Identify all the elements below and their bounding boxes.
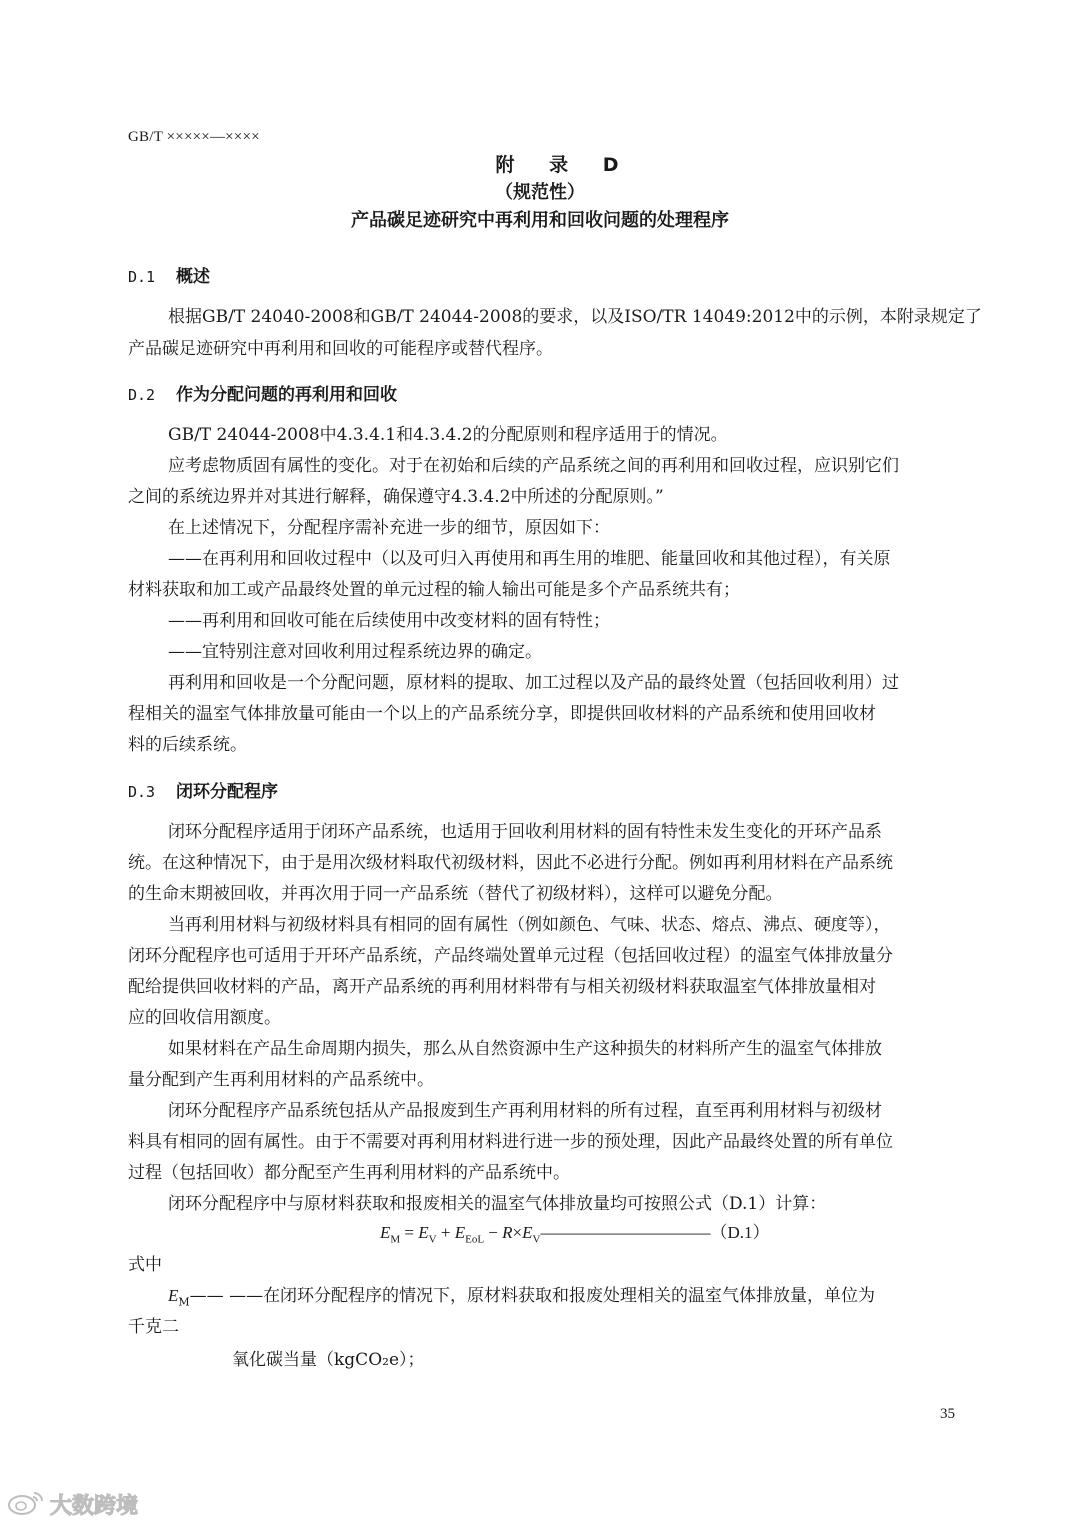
section-title: 概述 [176,267,210,287]
section-title: 作为分配问题的再利用和回收 [176,385,397,405]
eq-equals: = [400,1223,419,1242]
where-intro: 式中 [128,1255,162,1275]
where-def-line1: ——在闭环分配程序的情况下，原材料获取和报废处理相关的温室气体排放量，单位为 [229,1286,876,1306]
eq-term3-sub: V [532,1233,541,1246]
watermark [6,1488,138,1520]
paragraph-line: 根据GB/T 24040-2008和GB/T 24044-2008的要求，以及ISO/TR 14049:2012中的示例，本附录规定了 [168,307,982,327]
paragraph-line: 料具有相同的固有属性。由于不需要对再利用材料进行进一步的预处理，因此产品最终处置的所有单位 [128,1132,893,1152]
page-number: 35 [940,1406,955,1422]
paragraph-line: 之间的系统边界并对其进行解释，确保遵守4.3.4.2中所述的分配原则。” [128,487,664,507]
appendix-title: 附 录 D [495,154,633,176]
section-heading-d3 [128,777,278,802]
where-definition [168,1281,875,1308]
paragraph-line: 配给提供回收材料的产品，离开产品系统的再利用材料带有与相关初级材料获取温室气体排放量相对 [128,977,876,997]
paragraph-line: 闭环分配程序适用于闭环产品系统，也适用于回收利用材料的固有特性未发生变化的开环产品系 [168,822,882,842]
eq-term2: E [454,1223,466,1242]
weibo-logo-icon [6,1488,46,1520]
where-def-line3: 氧化碳当量（kgCO₂e）； [232,1350,425,1370]
paragraph-line: 在上述情况下，分配程序需补充进一步的细节，原因如下： [168,518,610,538]
section-heading-d1 [128,262,210,287]
equation-d1 [380,1218,770,1245]
appendix-subject: 产品碳足迹研究中再利用和回收问题的处理程序 [351,210,729,231]
eq-r: R [502,1223,513,1242]
eq-leader: —————————— [540,1223,711,1242]
list-item-line: ——再利用和回收可能在后续使用中改变材料的固有特性； [168,611,610,631]
paragraph-line: 的生命末期被回收，并再次用于同一产品系统（替代了初级材料），这样可以避免分配。 [128,884,783,904]
eq-term3: E [522,1223,533,1242]
eq-times: × [512,1223,523,1242]
eq-lhs: E [380,1223,391,1242]
paragraph-line: 产品碳足迹研究中再利用和回收的可能程序或替代程序。 [128,339,553,359]
paragraph-line: GB/T 24044-2008中4.3.4.1和4.3.4.2的分配原则和程序适用于的情况。 [168,425,728,445]
section-number: D.3 [128,783,156,801]
paragraph-line: 如果材料在产品生命周期内损失，那么从自然资源中生产这种损失的材料所产生的温室气体排放 [168,1039,882,1059]
paragraph-line: 再利用和回收是一个分配问题，原材料的提取、加工过程以及产品的最终处置（包括回收利用）过 [168,673,899,693]
section-title: 闭环分配程序 [176,782,278,802]
section-heading-d2 [128,380,397,405]
where-symbol: E [168,1286,179,1305]
paragraph-line: 闭环分配程序中与原材料获取和报废相关的温室气体排放量均可按照公式（D.1）计算： [168,1194,827,1214]
paragraph-line: 应考虑物质固有属性的变化。对于在初始和后续的产品系统之间的再利用和回收过程，应识别它们 [168,456,899,476]
paragraph-line: 过程（包括回收）都分配至产生再利用材料的产品系统中。 [128,1163,570,1183]
section-number: D.1 [128,268,156,286]
watermark-text: 大数跨境 [50,1493,139,1519]
standard-code: GB/T ×××××—×××× [128,129,260,145]
eq-term1: E [418,1223,429,1242]
eq-term2-sub: EoL [465,1233,485,1246]
eq-minus: − [484,1223,503,1242]
eq-lhs-sub: M [390,1233,401,1246]
appendix-type: （规范性） [495,182,585,203]
where-symbol-sub: M [178,1295,190,1309]
list-item-line: ——在再利用和回收过程中（以及可归入再使用和再生用的堆肥、能量回收和其他过程），有关原 [168,549,891,569]
paragraph-line: 料的后续系统。 [128,735,247,755]
paragraph-line: 闭环分配程序产品系统包括从产品报废到生产再利用材料的所有过程，直至再利用材料与初级材 [168,1101,882,1121]
paragraph-line: 量分配到产生再利用材料的产品系统中。 [128,1070,434,1090]
section-number: D.2 [128,386,156,404]
paragraph-line: 应的回收信用额度。 [128,1008,281,1028]
paragraph-line: 统。在这种情况下，由于是用次级材料取代初级材料，因此不必进行分配。例如再利用材料在产品系统 [128,853,893,873]
list-item-line: ——宜特别注意对回收利用过程系统边界的确定。 [168,642,542,662]
paragraph-line: 闭环分配程序也可适用于开环产品系统，产品终端处置单元过程（包括回收过程）的温室气体排放量分 [128,946,893,966]
where-dash: —— [189,1286,230,1306]
eq-label: （D.1） [710,1223,770,1242]
list-item-line: 材料获取和加工或产品最终处置的单元过程的输人输出可能是多个产品系统共有； [128,580,740,600]
where-def-line2: 千克二 [128,1317,179,1337]
paragraph-line: 当再利用材料与初级材料具有相同的固有属性（例如颜色、气味、状态、熔点、沸点、硬度等）， [168,915,891,935]
eq-term1-sub: V [428,1233,437,1246]
paragraph-line: 程相关的温室气体排放量可能由一个以上的产品系统分享，即提供回收材料的产品系统和使用回收材 [128,704,876,724]
eq-plus: + [436,1223,455,1242]
